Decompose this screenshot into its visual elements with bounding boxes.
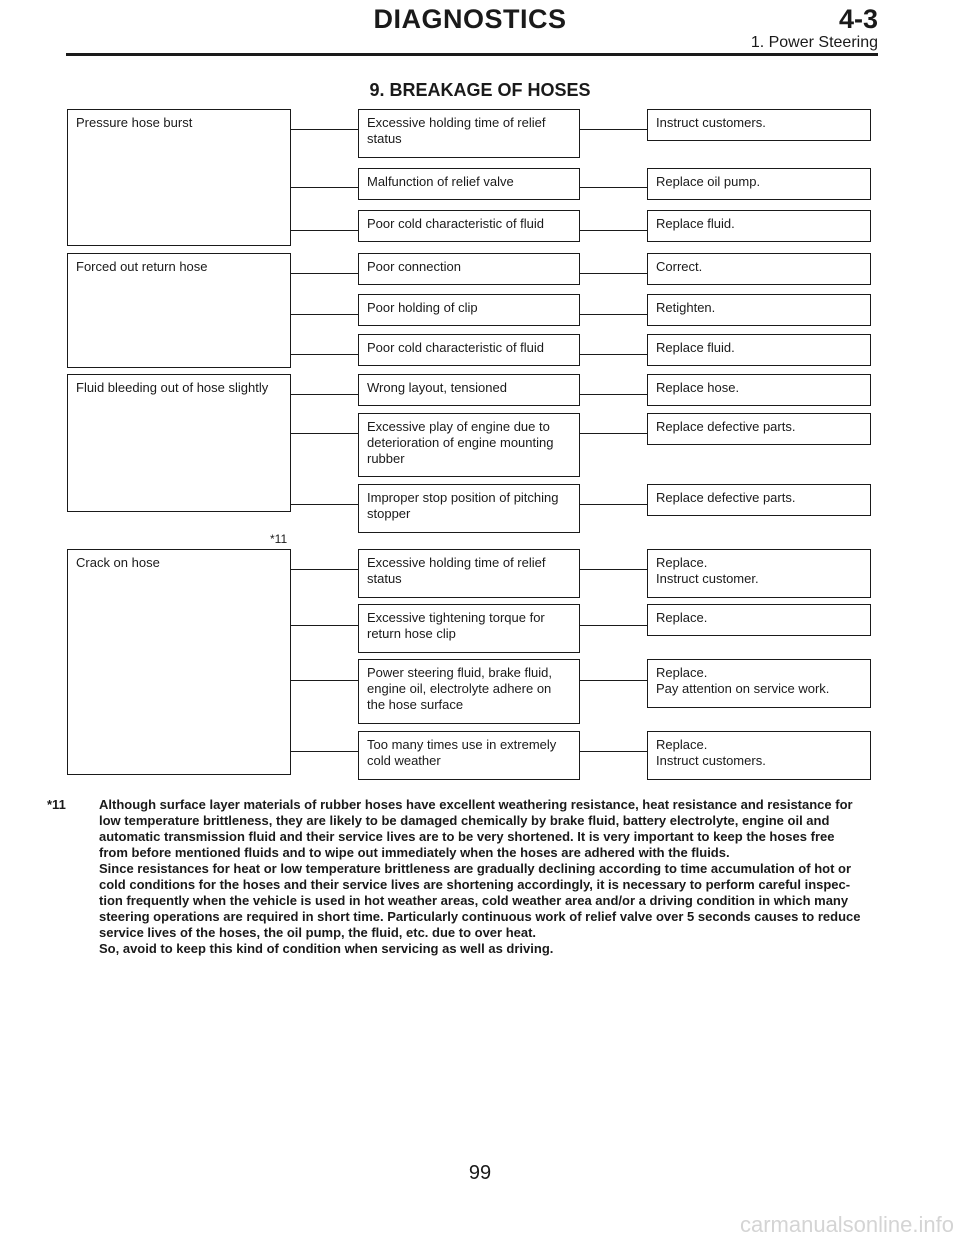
remedy-box: Replace defective parts. bbox=[647, 413, 871, 445]
header-divider bbox=[66, 53, 878, 56]
remedy-box: Replace oil pump. bbox=[647, 168, 871, 200]
connector-line bbox=[291, 354, 359, 355]
connector-line bbox=[580, 625, 648, 626]
cause-box: Excessive tightening torque for return hose clip bbox=[358, 604, 580, 653]
connector-line bbox=[291, 129, 359, 130]
connector-line bbox=[580, 433, 648, 434]
remedy-box: Replace hose. bbox=[647, 374, 871, 406]
cause-box: Excessive holding time of relief status bbox=[358, 109, 580, 158]
connector-line bbox=[291, 625, 359, 626]
cause-box: Malfunction of relief valve bbox=[358, 168, 580, 200]
connector-line bbox=[580, 187, 648, 188]
connector-line bbox=[580, 504, 648, 505]
header-subtitle: 1. Power Steering bbox=[750, 34, 878, 51]
connector-line bbox=[291, 504, 359, 505]
remedy-box: Instruct customers. bbox=[647, 109, 871, 141]
reference-mark: *11 bbox=[270, 532, 288, 546]
symptom-box: Crack on hose bbox=[67, 549, 291, 775]
remedy-box: Replace. Instruct customers. bbox=[647, 731, 871, 780]
connector-line bbox=[580, 680, 648, 681]
remedy-box: Correct. bbox=[647, 253, 871, 285]
connector-line bbox=[291, 680, 359, 681]
header-title: DIAGNOSTICS bbox=[373, 4, 567, 34]
watermark-link[interactable]: carmanualsonline.info bbox=[739, 1212, 954, 1237]
connector-line bbox=[580, 354, 648, 355]
remedy-box: Replace. Pay attention on service work. bbox=[647, 659, 871, 708]
remedy-box: Replace fluid. bbox=[647, 210, 871, 242]
connector-line bbox=[580, 394, 648, 395]
connector-line bbox=[291, 751, 359, 752]
connector-line bbox=[580, 273, 648, 274]
connector-line bbox=[580, 751, 648, 752]
connector-line bbox=[580, 129, 648, 130]
cause-box: Wrong layout, tensioned bbox=[358, 374, 580, 406]
cause-box: Power steering fluid, brake fluid, engine oil, electrolyte adhere on the hose surface bbox=[358, 659, 580, 724]
page-number: 99 bbox=[468, 1162, 492, 1184]
page-heading: 9. BREAKAGE OF HOSES bbox=[369, 80, 591, 100]
connector-line bbox=[291, 394, 359, 395]
connector-line bbox=[291, 187, 359, 188]
connector-line bbox=[291, 273, 359, 274]
remedy-box: Replace defective parts. bbox=[647, 484, 871, 516]
connector-line bbox=[580, 569, 648, 570]
cause-box: Too many times use in extremely cold weather bbox=[358, 731, 580, 780]
cause-box: Excessive holding time of relief status bbox=[358, 549, 580, 598]
connector-line bbox=[580, 314, 648, 315]
connector-line bbox=[291, 569, 359, 570]
symptom-box: Forced out return hose bbox=[67, 253, 291, 368]
connector-line bbox=[291, 314, 359, 315]
connector-line bbox=[580, 230, 648, 231]
remedy-box: Replace fluid. bbox=[647, 334, 871, 366]
symptom-box: Fluid bleeding out of hose slightly bbox=[67, 374, 291, 512]
cause-box: Poor holding of clip bbox=[358, 294, 580, 326]
remedy-box: Replace. bbox=[647, 604, 871, 636]
connector-line bbox=[291, 433, 359, 434]
connector-line bbox=[291, 230, 359, 231]
cause-box: Excessive play of engine due to deterioration of engine mounting rubber bbox=[358, 413, 580, 477]
cause-box: Poor connection bbox=[358, 253, 580, 285]
remedy-box: Replace. Instruct customer. bbox=[647, 549, 871, 598]
footnote-marker: *11 bbox=[47, 797, 66, 812]
remedy-box: Retighten. bbox=[647, 294, 871, 326]
footnote-text: Although surface layer materials of rubber hoses have excellent weathering resistance, heat resistance and resistance for low temperature brittleness, they are likely to be damaged chemically by brake fluid, battery electrolyte, engine oil and automatic transmission fluid and their service lives are to be very shortened. It is very important to keep the hoses free from before mentioned fluids and to wipe out immediately when the hoses are adhered with the fluids. Since resistances for heat or low temperature brittleness are gradually declining according to time accumulation of hot or cold conditions for the hoses and their service lives are shortening accordingly, it is necessary to perform careful inspec- tion frequently when the vehicle is used in hot weather areas, cold weather area and/or a driving condition in which many steering operations are required in short time. Particularly continuous work of relief valve over 5 seconds causes to reduce service lives of the hoses, the oil pump, the fluid, etc. due to over heat. So, avoid to keep this kind of condition when servicing as well as driving. bbox=[99, 797, 861, 956]
cause-box: Poor cold characteristic of fluid bbox=[358, 210, 580, 242]
symptom-box: Pressure hose burst bbox=[67, 109, 291, 246]
section-number: 4-3 bbox=[838, 4, 878, 34]
cause-box: Poor cold characteristic of fluid bbox=[358, 334, 580, 366]
cause-box: Improper stop position of pitching stopper bbox=[358, 484, 580, 533]
